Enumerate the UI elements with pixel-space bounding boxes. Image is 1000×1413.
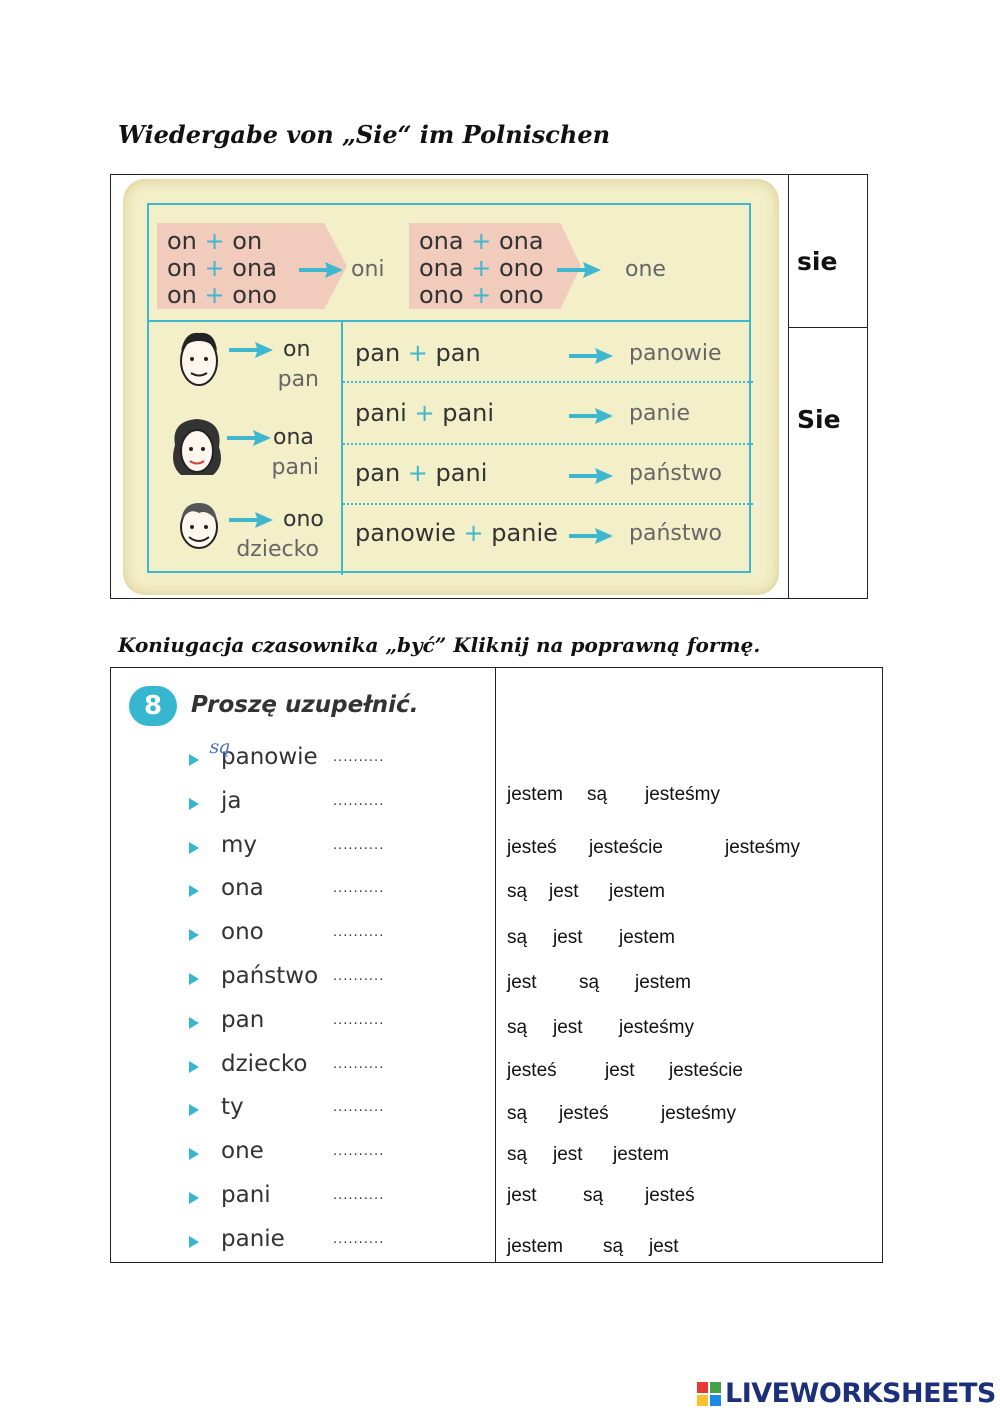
word: pan — [355, 339, 401, 367]
sie-uppercase-label: Sie — [797, 405, 841, 434]
exercise-row — [189, 1094, 479, 1124]
answer-choice[interactable]: jesteś — [507, 837, 557, 858]
word: ono — [498, 281, 544, 309]
exercise-row — [189, 736, 479, 774]
answer-choice[interactable]: jesteśmy — [645, 784, 720, 805]
person-face-icon — [169, 415, 225, 486]
word: panowie — [355, 519, 456, 547]
bullet-triangle-icon — [189, 798, 199, 810]
answer-choice[interactable]: jesteś — [507, 1060, 557, 1081]
exercise-pronoun: dziecko — [221, 1050, 308, 1077]
exercise-row — [189, 963, 479, 993]
plus-sign: + — [414, 399, 435, 427]
plural-combination-line — [419, 281, 544, 309]
arrow-icon — [299, 261, 343, 279]
answer-choice[interactable]: jesteś — [645, 1185, 695, 1206]
word: ona — [419, 254, 464, 282]
answer-choice[interactable]: są — [507, 881, 528, 902]
word: panie — [491, 519, 558, 547]
answer-blank[interactable]: .......... — [333, 881, 385, 897]
logo-square — [697, 1395, 708, 1406]
answer-choice[interactable]: jestem — [635, 972, 691, 993]
person-pronoun: ono — [283, 507, 324, 532]
person-face-icon — [175, 327, 223, 394]
answer-choice[interactable]: są — [507, 1144, 528, 1165]
answer-choice[interactable]: jesteście — [669, 1060, 743, 1081]
word: pan — [355, 459, 401, 487]
answer-blank[interactable]: .......... — [333, 1231, 385, 1247]
bullet-triangle-icon — [189, 1148, 199, 1160]
exercise-pronoun: pani — [221, 1182, 271, 1208]
combination-result: panowie — [629, 341, 722, 366]
arrow-icon — [229, 511, 273, 529]
arrow-icon — [569, 347, 613, 365]
exercise-row — [189, 1182, 479, 1212]
word: pan — [435, 339, 481, 367]
textbook-card — [123, 179, 779, 595]
answer-blank[interactable]: .......... — [333, 1012, 385, 1028]
arrow-icon — [227, 429, 271, 447]
word: pani — [435, 459, 488, 487]
answer-blank[interactable]: .......... — [333, 925, 385, 941]
table-row-divider — [788, 327, 868, 328]
person-noun: pani — [271, 455, 319, 480]
combination-result: państwo — [629, 521, 722, 546]
person-face-icon — [175, 497, 223, 558]
word: on — [167, 254, 197, 282]
exercise-row — [189, 788, 479, 818]
word: on — [167, 227, 197, 255]
answer-choice[interactable]: są — [579, 972, 600, 993]
pronoun-table — [110, 174, 868, 599]
answer-choice[interactable]: jestem — [507, 1236, 563, 1257]
card-divider — [149, 320, 749, 322]
exercise-number-badge: 8 — [129, 686, 177, 726]
exercise-heading: Koniugacja czasownika „być” Kliknij na poprawną formę. — [118, 633, 761, 657]
word: ono — [419, 281, 464, 309]
answer-choice[interactable]: jestem — [613, 1144, 669, 1165]
exercise-row — [189, 919, 479, 949]
plus-sign: + — [407, 339, 428, 367]
exercise-row — [189, 1007, 479, 1037]
answer-blank[interactable]: .......... — [333, 969, 385, 984]
exercise-row — [189, 832, 479, 862]
answer-choice[interactable]: jesteśmy — [661, 1103, 736, 1124]
plus-sign: + — [204, 254, 225, 282]
bullet-triangle-icon — [189, 885, 199, 897]
combination-line — [355, 519, 558, 547]
person-noun: dziecko — [236, 537, 319, 562]
exercise-pronoun: ja — [221, 787, 242, 814]
word: ona — [499, 227, 544, 255]
answer-choice[interactable]: są — [587, 784, 608, 805]
exercise-pronoun: ono — [221, 919, 264, 946]
answer-choice[interactable]: są — [583, 1185, 604, 1206]
plus-sign: + — [471, 281, 492, 309]
arrow-icon — [569, 527, 613, 545]
word: ona — [419, 227, 464, 255]
person-pronoun: ona — [273, 425, 314, 450]
exercise-pronoun: one — [221, 1138, 264, 1165]
answer-choice[interactable]: są — [507, 1103, 528, 1124]
person-pronoun: on — [283, 337, 311, 362]
answer-choice[interactable]: jesteście — [589, 837, 663, 858]
logo-square — [697, 1382, 708, 1393]
word: on — [167, 281, 197, 309]
arrow-icon — [557, 261, 601, 279]
arrow-icon — [569, 467, 613, 485]
plural-combination-line — [167, 254, 277, 282]
logo-squares-icon — [697, 1382, 721, 1406]
answer-choice[interactable]: jest — [553, 1017, 583, 1038]
plus-sign: + — [471, 227, 492, 255]
bullet-triangle-icon — [189, 1104, 199, 1116]
plural-combination-line — [419, 254, 544, 282]
answer-choice[interactable]: jest — [549, 881, 579, 902]
answer-blank[interactable]: .......... — [333, 1188, 385, 1203]
logo-square — [710, 1382, 721, 1393]
combination-result: panie — [629, 401, 691, 426]
plural-combination-line — [419, 227, 544, 255]
bullet-triangle-icon — [189, 929, 199, 941]
exercise-pronoun: pan — [221, 1006, 265, 1033]
exercise-pronoun: panowie — [221, 744, 318, 770]
arrow-icon — [569, 407, 613, 425]
answer-choice[interactable]: są — [507, 1017, 528, 1038]
exercise-pronoun: my — [221, 831, 258, 858]
answer-choice[interactable]: jesteśmy — [725, 837, 800, 858]
bullet-triangle-icon — [189, 1017, 199, 1029]
plural-result: oni — [351, 257, 385, 282]
bullet-triangle-icon — [189, 1061, 199, 1073]
exercise-row — [189, 875, 479, 905]
exercise-row — [189, 1226, 479, 1256]
answer-choice[interactable]: jest — [553, 927, 583, 948]
row-separator — [343, 503, 753, 505]
answer-choice[interactable]: jestem — [507, 784, 563, 805]
row-separator — [343, 443, 753, 445]
card-column-divider — [341, 322, 343, 575]
plus-sign: + — [471, 254, 492, 282]
word: ona — [232, 254, 277, 282]
exercise-pronoun: ty — [221, 1094, 244, 1121]
table-column-divider — [788, 175, 789, 598]
plus-sign: + — [204, 227, 225, 255]
word: pani — [355, 399, 407, 427]
word: ono — [499, 254, 544, 282]
word: pani — [442, 399, 495, 427]
answer-choice[interactable]: jest — [507, 972, 537, 993]
exercise-pronoun: państwo — [221, 963, 319, 989]
plus-sign: + — [204, 281, 225, 309]
answer-choice[interactable]: jest — [649, 1236, 679, 1257]
logo-square — [710, 1395, 721, 1406]
answer-blank[interactable]: .......... — [333, 1100, 385, 1116]
exercise-pronoun: ona — [221, 875, 264, 902]
answer-choice[interactable]: jestem — [609, 881, 665, 902]
answer-blank[interactable]: .......... — [333, 793, 385, 809]
answer-blank[interactable]: .......... — [333, 1056, 385, 1072]
answer-blank[interactable]: .......... — [333, 837, 385, 853]
exercise-row — [189, 1051, 479, 1081]
plural-combination-line — [167, 227, 262, 255]
worksheet-title: Wiedergabe von „Sie“ im Polnischen — [118, 120, 611, 149]
row-separator — [343, 381, 753, 383]
combination-result: państwo — [629, 461, 722, 486]
plural-combination-line — [167, 281, 277, 309]
exercise-pronoun: panie — [221, 1225, 285, 1252]
plus-sign: + — [407, 459, 428, 487]
exercise-table — [110, 667, 883, 1263]
answer-choice[interactable]: jest — [507, 1185, 537, 1206]
bullet-triangle-icon — [189, 842, 199, 854]
example-answer: są — [209, 736, 231, 758]
bullet-triangle-icon — [189, 1236, 199, 1248]
combination-line — [355, 339, 481, 367]
word: on — [232, 227, 263, 255]
word: ono — [232, 281, 277, 309]
answer-choice[interactable]: są — [507, 927, 528, 948]
logo-text: LIVEWORKSHEETS — [725, 1378, 996, 1409]
exercise-title: Proszę uzupełnić. — [191, 692, 419, 718]
sie-lowercase-label: sie — [797, 247, 838, 276]
plural-result: one — [625, 257, 666, 282]
answer-choice[interactable]: jesteś — [559, 1103, 609, 1124]
arrow-icon — [229, 341, 273, 359]
person-noun: pan — [277, 367, 319, 392]
answer-choice[interactable]: jestem — [619, 927, 675, 948]
answer-blank[interactable]: .......... — [333, 1144, 385, 1160]
exercise-row — [189, 1138, 479, 1168]
answer-blank[interactable]: .......... — [333, 750, 385, 765]
combination-line — [355, 399, 494, 427]
plus-sign: + — [463, 519, 484, 547]
answer-choice[interactable]: jest — [605, 1060, 635, 1081]
bullet-triangle-icon — [189, 973, 199, 985]
bullet-triangle-icon — [189, 1192, 199, 1204]
answer-choice[interactable]: jest — [553, 1144, 583, 1165]
combination-line — [355, 459, 487, 487]
table-column-divider — [495, 668, 496, 1262]
answer-choice[interactable]: są — [603, 1236, 624, 1257]
answer-choice[interactable]: jesteśmy — [619, 1017, 694, 1038]
